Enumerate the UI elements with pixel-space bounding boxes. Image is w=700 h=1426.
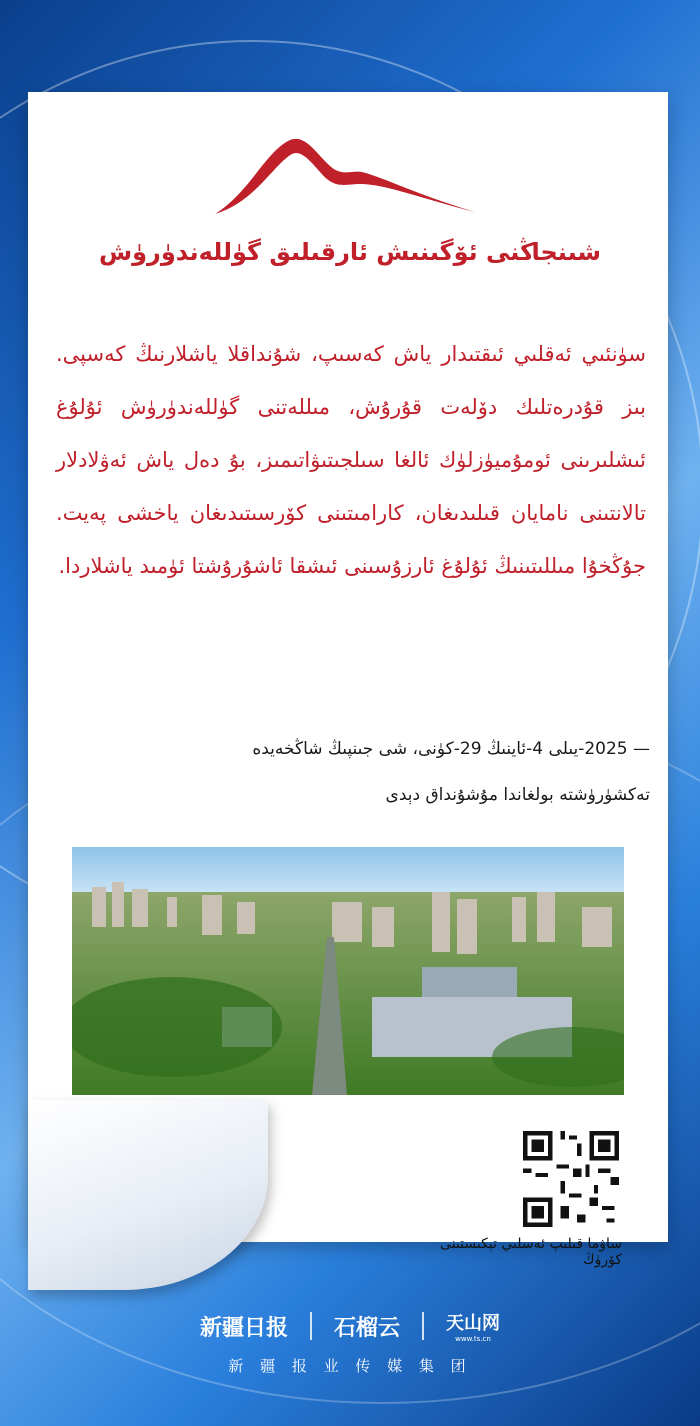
page-title: شىنجاڭنى ئۆگىنىش ئارقىلىق گۈللەندۈرۈش — [99, 238, 601, 266]
tianshan-logo-url: www.ts.cn — [455, 1335, 491, 1343]
tianshan-logo-text: 天山网 — [446, 1313, 501, 1334]
quote-paragraph: سۈنئىي ئەقلىي ئىقتىدار ياش كەسىپ، شۇنداقلا ياشلارنىڭ كەسپى. بىز قۇدرەتلىك دۆلەت قۇرۇش، مىللەتنى گۈللەندۈرۈش ئۇلۇغ ئىشلىرىنى ئومۇميۈزلۈك ئالغا سىلجىتىۋاتىمىز، بۇ دەل ياش ئەۋلادلار تالانتىنى نامايان قىلىدىغان، كارامىتىنى كۆرسىتىدىغان ياخشى پەيت. جۇڭخۇا مىللىتىنىڭ ئۇلۇغ ئارزۇسىنى ئىشقا ئاشۇرۇشتا ئۈمىد ياشلاردا. — [56, 342, 646, 578]
qr-caption: ساۋما قىلىپ ئەسلىي تېكىستىنى كۆرۈڭ — [440, 1236, 622, 1268]
mountain-logo-icon — [210, 132, 480, 222]
tianshan-logo — [446, 1309, 500, 1343]
footer-divider — [310, 1312, 312, 1340]
footer-divider — [422, 1312, 424, 1340]
attribution-line-1: — 2025-يىلى 4-ئاينىڭ 29-كۈنى، شى جىنپىڭ شاڭخەيدە — [252, 739, 650, 759]
footer-logos — [0, 1306, 700, 1346]
attribution-line-2: تەكشۈرۈشتە بولغاندا مۇشۇنداق دېدى — [385, 785, 650, 805]
shiliuyun-logo: 石榴云 — [334, 1314, 401, 1341]
footer-group-name: 新 疆 报 业 传 媒 集 团 — [228, 1357, 472, 1375]
qr-code[interactable] — [519, 1127, 623, 1231]
quote-attribution — [60, 726, 650, 818]
city-aerial-photo — [72, 847, 624, 1095]
xinjiang-daily-logo: 新疆日报 — [199, 1314, 288, 1341]
